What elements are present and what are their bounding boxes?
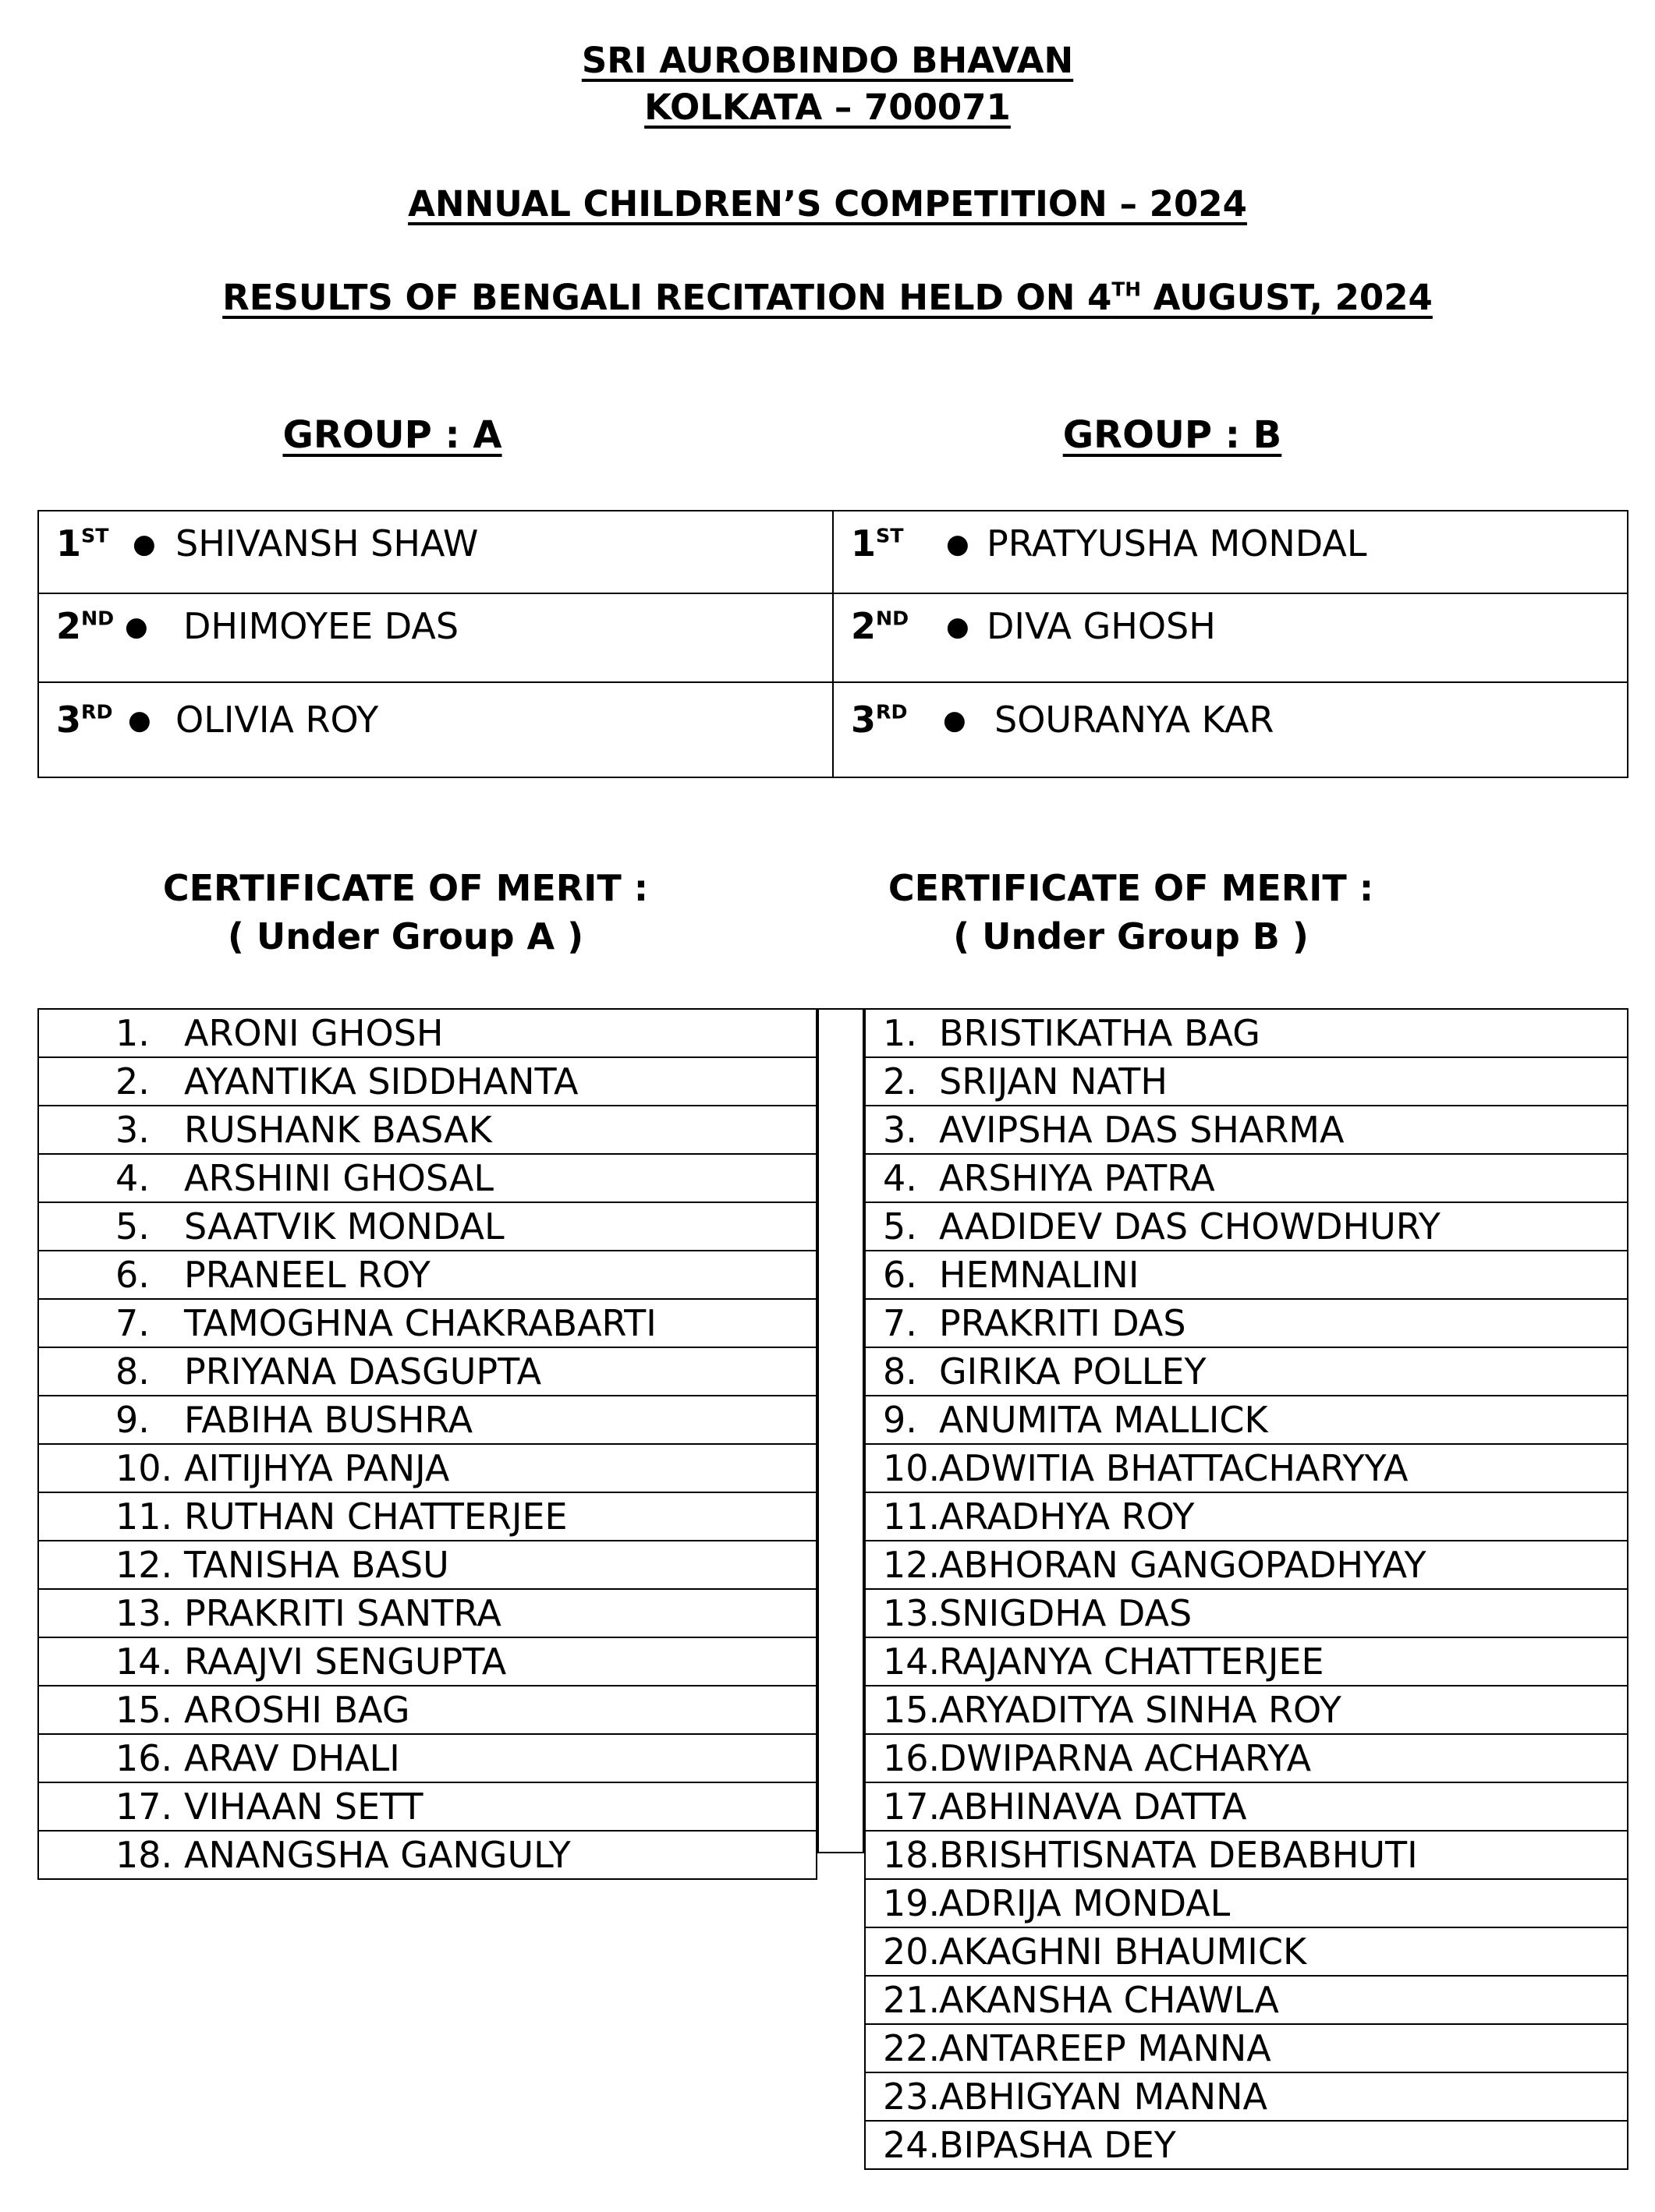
merit-number: 10. (115, 1447, 173, 1489)
merit-cell (865, 1927, 1628, 1976)
prize-rank (851, 605, 909, 647)
merit-cell (38, 1637, 817, 1686)
merit-number: 12. (883, 1544, 941, 1586)
merit-number: 13. (883, 1592, 941, 1634)
merit-number: 19. (883, 1882, 941, 1924)
merit-name: ANANGSHA GANGULY (184, 1834, 571, 1876)
merit-cell (865, 2121, 1628, 2169)
prize-cell-group-b (833, 511, 1628, 593)
merit-divider-cell (818, 1478, 863, 1524)
prize-rank-number: 2 (56, 605, 82, 647)
merit-divider-row (818, 1478, 863, 1524)
merit-cell (865, 2072, 1628, 2121)
merit-divider-row (818, 1244, 863, 1290)
prize-cell-group-a (38, 593, 833, 682)
bullet-icon: ● (128, 705, 151, 736)
merit-name: GIRIKA POLLEY (939, 1350, 1207, 1393)
results-heading-date-suffix: TH (1111, 278, 1142, 301)
merit-cell (38, 1686, 817, 1734)
merit-name: AROSHI BAG (184, 1689, 410, 1731)
prize-rank (56, 522, 109, 565)
results-heading-date: AUGUST, 2024 (1141, 277, 1433, 318)
merit-row (865, 1057, 1628, 1106)
prize-rank-number: 2 (851, 605, 877, 647)
prize-cell-group-b (833, 682, 1628, 777)
merit-name: BRISHTISNATA DEBABHUTI (939, 1834, 1418, 1876)
merit-row (38, 1589, 817, 1637)
merit-row (865, 1976, 1628, 2024)
merit-name: TAMOGHNA CHAKRABARTI (184, 1302, 657, 1344)
results-heading-text: RESULTS OF BENGALI RECITATION HELD ON 4 (222, 277, 1112, 318)
group-b-title: GROUP : B (1062, 413, 1282, 457)
merit-name: HEMNALINI (939, 1254, 1139, 1296)
bullet-icon: ● (125, 611, 148, 642)
merit-table-a (37, 1008, 817, 1880)
merit-divider-cell (818, 1431, 863, 1478)
merit-number: 15. (115, 1689, 173, 1731)
merit-row (38, 1686, 817, 1734)
bullet-icon: ● (133, 529, 156, 560)
merit-number: 14. (115, 1640, 173, 1683)
merit-number: 8. (115, 1350, 150, 1393)
merit-row (865, 1589, 1628, 1637)
prize-cell-group-a (38, 511, 833, 593)
prize-winner-name: DIVA GHOSH (987, 605, 1216, 647)
merit-row (38, 1492, 817, 1541)
prize-cell-group-b (833, 593, 1628, 682)
merit-row (865, 1831, 1628, 1879)
merit-row (38, 1396, 817, 1444)
merit-row (865, 1782, 1628, 1831)
merit-a-title: CERTIFICATE OF MERIT : (162, 867, 649, 909)
merit-cell (865, 1879, 1628, 1927)
merit-number: 15. (883, 1689, 941, 1731)
merit-row (865, 1251, 1628, 1299)
merit-divider-cell (818, 1150, 863, 1197)
merit-name: ARAV DHALI (184, 1737, 400, 1779)
merit-cell (865, 1396, 1628, 1444)
results-heading (0, 274, 1655, 321)
merit-name: RAAJVI SENGUPTA (184, 1640, 507, 1683)
prize-winner-name: PRATYUSHA MONDAL (987, 522, 1367, 565)
merit-number: 1. (115, 1012, 150, 1054)
merit-number: 13. (115, 1592, 173, 1634)
merit-number: 3. (115, 1109, 150, 1151)
merit-cell (38, 1734, 817, 1782)
merit-row (38, 1831, 817, 1879)
merit-number: 16. (883, 1737, 941, 1779)
merit-number: 17. (883, 1786, 941, 1828)
prize-winner-name: SOURANYA KAR (994, 699, 1274, 741)
merit-row (38, 1347, 817, 1396)
merit-row (38, 1541, 817, 1589)
merit-number: 4. (115, 1157, 150, 1199)
merit-row (38, 1057, 817, 1106)
merit-number: 9. (115, 1399, 150, 1441)
merit-divider-cell (818, 1056, 863, 1103)
prize-rank (851, 699, 908, 741)
merit-name: ARADHYA ROY (939, 1495, 1195, 1538)
merit-name: TANISHA BASU (184, 1544, 449, 1586)
merit-name: BRISTIKATHA BAG (939, 1012, 1260, 1054)
merit-divider-cell (818, 1009, 863, 1056)
merit-divider-cell (818, 1571, 863, 1618)
prize-rank-suffix: ST (876, 524, 904, 547)
merit-cell (38, 1299, 817, 1347)
merit-number: 24. (883, 2124, 941, 2166)
merit-row (38, 1009, 817, 1057)
merit-cell (38, 1347, 817, 1396)
merit-cell (865, 1637, 1628, 1686)
merit-number: 11. (115, 1495, 173, 1538)
merit-number: 18. (115, 1834, 173, 1876)
merit-name: PRIYANA DASGUPTA (184, 1350, 542, 1393)
merit-cell (865, 1251, 1628, 1299)
merit-cell (865, 1009, 1628, 1057)
merit-cell (865, 1299, 1628, 1347)
merit-name: ABHIGYAN MANNA (939, 2076, 1268, 2118)
merit-row (865, 1734, 1628, 1782)
merit-name: ADWITIA BHATTACHARYYA (939, 1447, 1409, 1489)
prize-rank-number: 1 (56, 522, 82, 565)
prize-winner-name: DHIMOYEE DAS (183, 605, 459, 647)
merit-cell (865, 1154, 1628, 1202)
merit-number: 8. (883, 1350, 917, 1393)
merit-divider-row (818, 1009, 863, 1056)
merit-number: 2. (883, 1060, 917, 1102)
merit-row (865, 2024, 1628, 2072)
merit-cell (865, 1106, 1628, 1154)
merit-cell (865, 1541, 1628, 1589)
merit-number: 7. (883, 1302, 917, 1344)
merit-number: 6. (883, 1254, 917, 1296)
merit-b-subtitle: ( Under Group B ) (953, 915, 1309, 957)
merit-cell (38, 1541, 817, 1589)
prize-rank-suffix: RD (876, 700, 908, 724)
merit-divider-cell (818, 1711, 863, 1758)
merit-name: ABHINAVA DATTA (939, 1786, 1247, 1828)
merit-row (38, 1782, 817, 1831)
merit-cell (38, 1106, 817, 1154)
merit-a-heading (94, 864, 718, 961)
merit-number: 17. (115, 1786, 173, 1828)
merit-b-heading (819, 864, 1443, 961)
merit-cell (865, 1492, 1628, 1541)
prize-row (38, 593, 1628, 682)
merit-cell (865, 2024, 1628, 2072)
merit-cell (38, 1154, 817, 1202)
merit-divider-cell (818, 1665, 863, 1711)
merit-name: ANUMITA MALLICK (939, 1399, 1268, 1441)
merit-cell (38, 1202, 817, 1251)
merit-name: ARONI GHOSH (184, 1012, 444, 1054)
merit-divider-row (818, 1384, 863, 1431)
prize-rank (851, 522, 904, 565)
prize-rank-suffix: ST (81, 524, 109, 547)
prize-row (38, 682, 1628, 777)
merit-number: 7. (115, 1302, 150, 1344)
merit-row (865, 1202, 1628, 1251)
merit-divider-column (817, 1008, 864, 1853)
merit-number: 5. (883, 1205, 917, 1248)
merit-divider-cell (818, 1384, 863, 1431)
prize-row (38, 511, 1628, 593)
merit-divider-cell (818, 1337, 863, 1384)
merit-name: ABHORAN GANGOPADHYAY (939, 1544, 1426, 1586)
merit-row (865, 2121, 1628, 2169)
merit-divider-row (818, 1805, 863, 1853)
merit-row (865, 1879, 1628, 1927)
merit-number: 1. (883, 1012, 917, 1054)
prize-rank-suffix: ND (876, 607, 909, 630)
merit-row (38, 1251, 817, 1299)
merit-cell (38, 1589, 817, 1637)
merit-row (865, 1927, 1628, 1976)
merit-name: FABIHA BUSHRA (184, 1399, 473, 1441)
merit-row (865, 1299, 1628, 1347)
merit-row (865, 1444, 1628, 1492)
merit-name: ARSHINI GHOSAL (184, 1157, 494, 1199)
competition-title: ANNUAL CHILDREN’S COMPETITION – 2024 (408, 183, 1247, 225)
merit-divider-row (818, 1524, 863, 1571)
merit-row (38, 1637, 817, 1686)
merit-divider-row (818, 1103, 863, 1150)
merit-name: SRIJAN NATH (939, 1060, 1168, 1102)
merit-number: 10. (883, 1447, 941, 1489)
merit-a-subtitle: ( Under Group A ) (227, 915, 584, 957)
merit-row (38, 1734, 817, 1782)
prize-rank-number: 3 (851, 699, 877, 741)
merit-cell (38, 1831, 817, 1879)
bullet-icon: ● (943, 705, 966, 736)
merit-divider-row (818, 1337, 863, 1384)
merit-cell (865, 1202, 1628, 1251)
merit-number: 11. (883, 1495, 941, 1538)
merit-cell (865, 1444, 1628, 1492)
merit-row (865, 1492, 1628, 1541)
merit-number: 12. (115, 1544, 173, 1586)
merit-number: 3. (883, 1109, 917, 1151)
merit-row (865, 1686, 1628, 1734)
merit-number: 20. (883, 1931, 941, 1973)
merit-number: 16. (115, 1737, 173, 1779)
merit-name: ARYADITYA SINHA ROY (939, 1689, 1341, 1731)
merit-cell (38, 1057, 817, 1106)
merit-row (38, 1202, 817, 1251)
merit-row (865, 1106, 1628, 1154)
merit-cell (865, 1831, 1628, 1879)
prize-winner-name: OLIVIA ROY (175, 699, 379, 741)
merit-name: VIHAAN SETT (184, 1786, 423, 1828)
merit-name: BIPASHA DEY (939, 2124, 1176, 2166)
merit-name: ADRIJA MONDAL (939, 1882, 1231, 1924)
merit-cell (38, 1444, 817, 1492)
merit-name: PRANEEL ROY (184, 1254, 431, 1296)
merit-cell (865, 1686, 1628, 1734)
prize-table (37, 510, 1628, 778)
org-address: KOLKATA – 700071 (644, 87, 1011, 128)
merit-divider-row (818, 1150, 863, 1197)
merit-name: RAJANYA CHATTERJEE (939, 1640, 1324, 1683)
merit-divider-row (818, 1711, 863, 1758)
merit-divider-cell (818, 1758, 863, 1805)
merit-cell (38, 1251, 817, 1299)
merit-number: 22. (883, 2027, 941, 2069)
merit-divider-cell (818, 1524, 863, 1571)
prize-rank (56, 699, 113, 741)
merit-table-b (864, 1008, 1628, 2170)
merit-name: PRAKRITI SANTRA (184, 1592, 501, 1634)
group-a-title: GROUP : A (282, 413, 502, 457)
prize-winner-name: SHIVANSH SHAW (175, 522, 479, 565)
merit-row (865, 2072, 1628, 2121)
merit-cell (865, 1976, 1628, 2024)
merit-divider-row (818, 1758, 863, 1805)
merit-number: 18. (883, 1834, 941, 1876)
merit-cell (865, 1734, 1628, 1782)
merit-cell (38, 1396, 817, 1444)
merit-name: RUSHANK BASAK (184, 1109, 492, 1151)
merit-cell (865, 1347, 1628, 1396)
merit-number: 9. (883, 1399, 917, 1441)
merit-name: DWIPARNA ACHARYA (939, 1737, 1312, 1779)
merit-cell (865, 1057, 1628, 1106)
merit-divider-row (818, 1618, 863, 1665)
merit-row (865, 1154, 1628, 1202)
merit-name: PRAKRITI DAS (939, 1302, 1186, 1344)
merit-number: 21. (883, 1979, 941, 2021)
merit-divider-cell (818, 1103, 863, 1150)
merit-row (38, 1154, 817, 1202)
merit-row (865, 1541, 1628, 1589)
merit-b-title: CERTIFICATE OF MERIT : (888, 867, 1374, 909)
merit-name: AADIDEV DAS CHOWDHURY (939, 1205, 1441, 1248)
merit-name: RUTHAN CHATTERJEE (184, 1495, 568, 1538)
merit-name: AKAGHNI BHAUMICK (939, 1931, 1307, 1973)
merit-number: 4. (883, 1157, 917, 1199)
prize-rank-number: 1 (851, 522, 877, 565)
merit-name: AYANTIKA SIDDHANTA (184, 1060, 579, 1102)
merit-name: AITIJHYA PANJA (184, 1447, 450, 1489)
merit-divider-row (818, 1431, 863, 1478)
bullet-icon: ● (946, 529, 969, 560)
merit-row (38, 1106, 817, 1154)
merit-divider-cell (818, 1618, 863, 1665)
merit-divider-row (818, 1290, 863, 1337)
merit-cell (38, 1009, 817, 1057)
prize-rank-suffix: RD (81, 700, 113, 724)
merit-cell (865, 1782, 1628, 1831)
merit-name: AVIPSHA DAS SHARMA (939, 1109, 1345, 1151)
prize-cell-group-a (38, 682, 833, 777)
merit-divider-cell (818, 1197, 863, 1244)
merit-divider-row (818, 1665, 863, 1711)
bullet-icon: ● (946, 611, 969, 642)
merit-name: ARSHIYA PATRA (939, 1157, 1215, 1199)
merit-name: SNIGDHA DAS (939, 1592, 1193, 1634)
merit-name: ANTAREEP MANNA (939, 2027, 1271, 2069)
merit-cell (38, 1492, 817, 1541)
merit-row (38, 1299, 817, 1347)
merit-divider-cell (818, 1290, 863, 1337)
merit-row (865, 1396, 1628, 1444)
prize-rank-suffix: ND (81, 607, 115, 630)
merit-name: SAATVIK MONDAL (184, 1205, 505, 1248)
merit-divider-row (818, 1056, 863, 1103)
merit-number: 5. (115, 1205, 150, 1248)
merit-divider-row (818, 1571, 863, 1618)
merit-number: 6. (115, 1254, 150, 1296)
prize-rank-number: 3 (56, 699, 82, 741)
merit-name: AKANSHA CHAWLA (939, 1979, 1279, 2021)
merit-divider-row (818, 1197, 863, 1244)
merit-divider-cell (818, 1244, 863, 1290)
merit-row (865, 1637, 1628, 1686)
merit-cell (38, 1782, 817, 1831)
merit-number: 2. (115, 1060, 150, 1102)
merit-row (865, 1009, 1628, 1057)
org-name: SRI AUROBINDO BHAVAN (581, 40, 1074, 81)
merit-row (38, 1444, 817, 1492)
merit-number: 23. (883, 2076, 941, 2118)
merit-number: 14. (883, 1640, 941, 1683)
merit-cell (865, 1589, 1628, 1637)
merit-divider-cell (818, 1805, 863, 1853)
prize-rank (56, 605, 114, 647)
merit-row (865, 1347, 1628, 1396)
